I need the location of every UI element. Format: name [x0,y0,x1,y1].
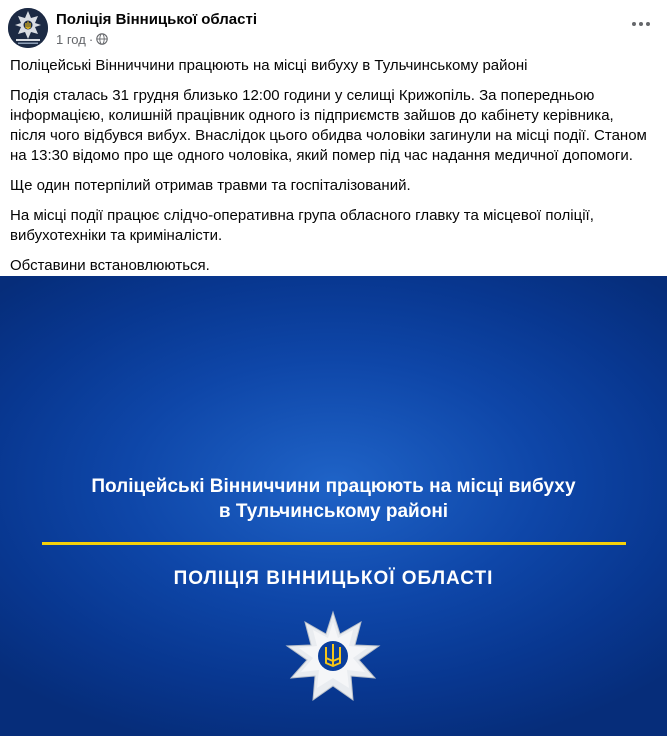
globe-icon[interactable] [96,33,108,45]
post-paragraph-headline: Поліцейські Вінниччини працюють на місці вибуху в Тульчинському районі [10,57,528,74]
image-title [0,474,667,524]
post-image[interactable] [0,276,667,736]
police-star-icon [8,8,48,48]
image-title-line-2: в Тульчинському районі [218,501,449,522]
post-time[interactable]: 1 год [56,31,86,47]
image-subtitle: ПОЛІЦІЯ ВІННИЦЬКОЇ ОБЛАСТІ [173,568,494,589]
post-paragraph-investigation: На місці події працює слідчо-оперативна група обласного главку та місцевої поліції, вибухотехніки та криміналісти. [10,207,594,244]
post-paragraph-injured: Ще один потерпілий отримав травми та госпіталізований. [10,177,411,194]
author-name[interactable]: Поліція Вінницької області [56,11,257,28]
post-meta [56,31,108,47]
post-paragraph-details: Подія сталась 31 грудня близько 12:00 години у селищі Крижопіль. За попередньою інформацією, колишній працівник одного із підприємств зайшов до кабінету керівника, після чого відбувся вибух. Внаслідок цього обидва чоловіки загинули на місці події. Станом на 13:30 відомо про ще одного чоловіка, який помер під час надання медичної допомоги. [10,87,647,164]
more-options-icon [631,21,651,27]
post-paragraph-circumstances: Обставини встановлюються. [10,257,210,274]
post-text [10,56,650,286]
author-avatar[interactable] [8,8,48,48]
post-header [0,0,667,52]
meta-separator: · [88,31,94,47]
more-options-button[interactable] [627,10,655,38]
image-yellow-divider [42,542,626,545]
image-title-line-1: Поліцейські Вінниччини працюють на місці вибуху [91,476,576,497]
police-star-emblem-icon [283,608,383,708]
